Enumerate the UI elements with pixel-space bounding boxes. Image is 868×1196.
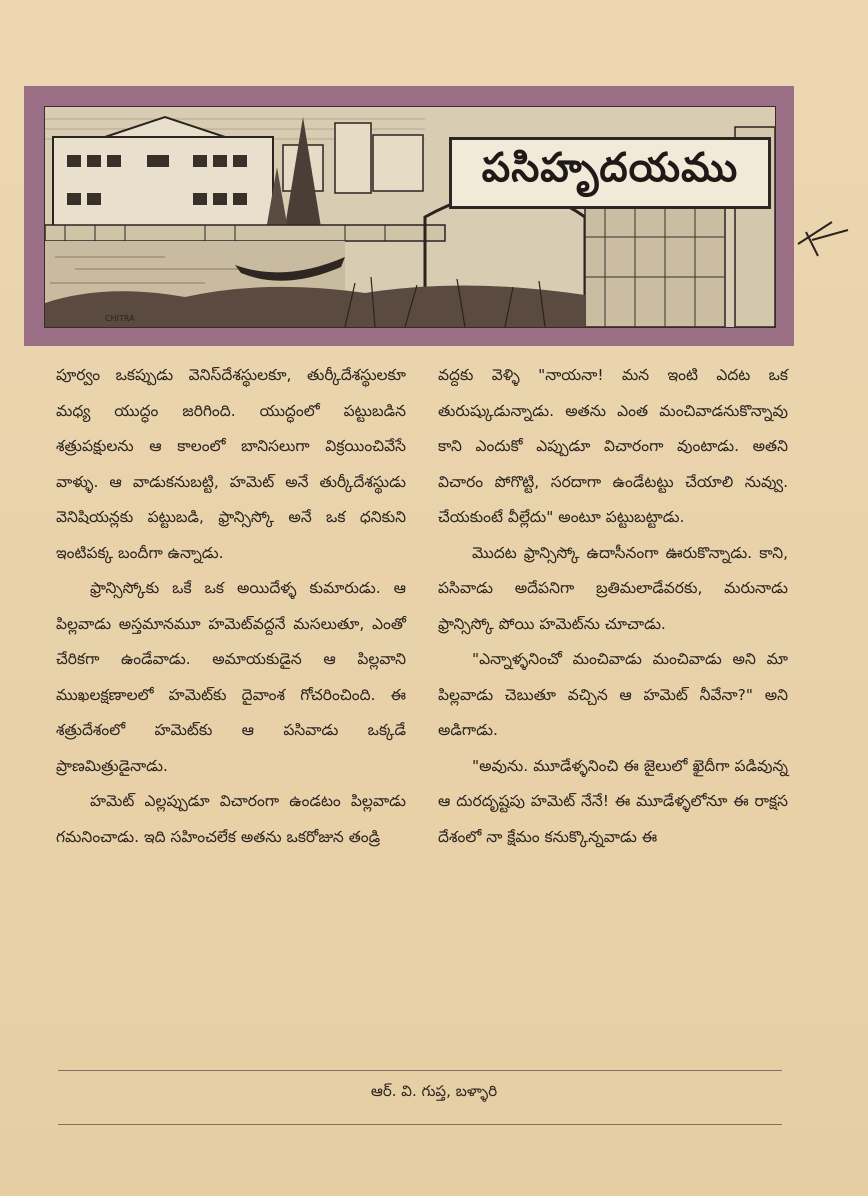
artist-signature: CHITRA — [105, 314, 135, 323]
story-title: పసిహృదయము — [449, 137, 771, 209]
left-column — [56, 358, 406, 855]
paragraph: హమెట్ ఎల్లప్పుడూ విచారంగా ఉండటం పిల్లవాడు గమనించాడు. ఇది సహించలేక అతను ఒకరోజున తండ్రి — [56, 792, 406, 846]
author-byline: ఆర్. వి. గుప్త, బళ్ళారి — [370, 1082, 498, 1100]
paragraph: ఫ్రాన్సిస్కోకు ఒకే ఒక అయిదేళ్ళ కుమారుడు. ఆ పిల్లవాడు అస్తమానమూ హమెట్‌వద్దనే మసలుతూ, ఎంతో చేరికగా ఉండేవాడు. అమాయకుడైన ఆ పిల్లవాని ముఖలక్షణాలలో హమెట్‌కు దైవాంశ గోచరించింది. ఈ శత్రుదేశంలో హమెట్‌కు ఆ పసివాడు ఒక్కడే ప్రాణమిత్రుడైనాడు. — [56, 579, 406, 775]
right-column — [438, 358, 788, 855]
banner-illustration — [44, 106, 776, 328]
article-body — [56, 358, 786, 1038]
paragraph: మొదట ఫ్రాన్సిస్కో ఉదాసీనంగా ఊరుకొన్నాడు. కాని, పసివాడు అదేపనిగా బ్రతిమలాడేవరకు, మరునాడు ఫ్రాన్సిస్కో పోయి హమెట్‌ను చూచాడు. — [438, 543, 788, 633]
staple-mark-icon — [792, 210, 852, 270]
header-banner — [24, 86, 794, 346]
paragraph: "ఎన్నాళ్ళనించో మంచివాడు మంచివాడు అని మా పిల్లవాడు చెబుతూ వచ్చిన ఆ హమెట్ నీవేనా?" అని అడిగాడు. — [438, 650, 788, 739]
divider-top — [58, 1070, 782, 1071]
paragraph: వద్దకు వెళ్ళి "నాయనా! మన ఇంటి ఎదట ఒక తురుష్కుడున్నాడు. అతను ఎంత మంచివాడనుకొన్నావు కాని ఎందుకో ఎప్పుడూ విచారంగా వుంటాడు. అతని విచారం పోగొట్టి, సరదాగా ఉండేటట్టు చేయాలి నువ్వు. చేయకుంటే వీల్లేదు" అంటూ పట్టుబట్టాడు. — [438, 366, 788, 526]
paragraph: పూర్వం ఒకప్పుడు వెనిస్‌దేశస్థులకూ, తుర్కీదేశస్థులకూ మధ్య యుద్ధం జరిగింది. యుద్ధంలో పట్టుబడిన శత్రుపక్షులను ఆ కాలంలో బానిసలుగా విక్రయించివేసే వాళ్ళు. ఆ వాడుకనుబట్టి, హమెట్ అనే తుర్కీదేశస్థుడు వెనిషియన్లకు పట్టుబడి, ఫ్రాన్సిస్కో అనే ఒక ధనికుని ఇంటిపక్క బందీగా ఉన్నాడు. — [56, 366, 406, 562]
paragraph: "అవును. మూడేళ్ళనించి ఈ జైలులో ఖైదీగా పడివున్న ఆ దురదృష్టపు హమెట్ నేనే! ఈ మూడేళ్ళలోనూ ఈ రాక్షస దేశంలో నా క్షేమం కనుక్కొన్నవాడు ఈ — [438, 756, 788, 846]
divider-bottom — [58, 1124, 782, 1125]
